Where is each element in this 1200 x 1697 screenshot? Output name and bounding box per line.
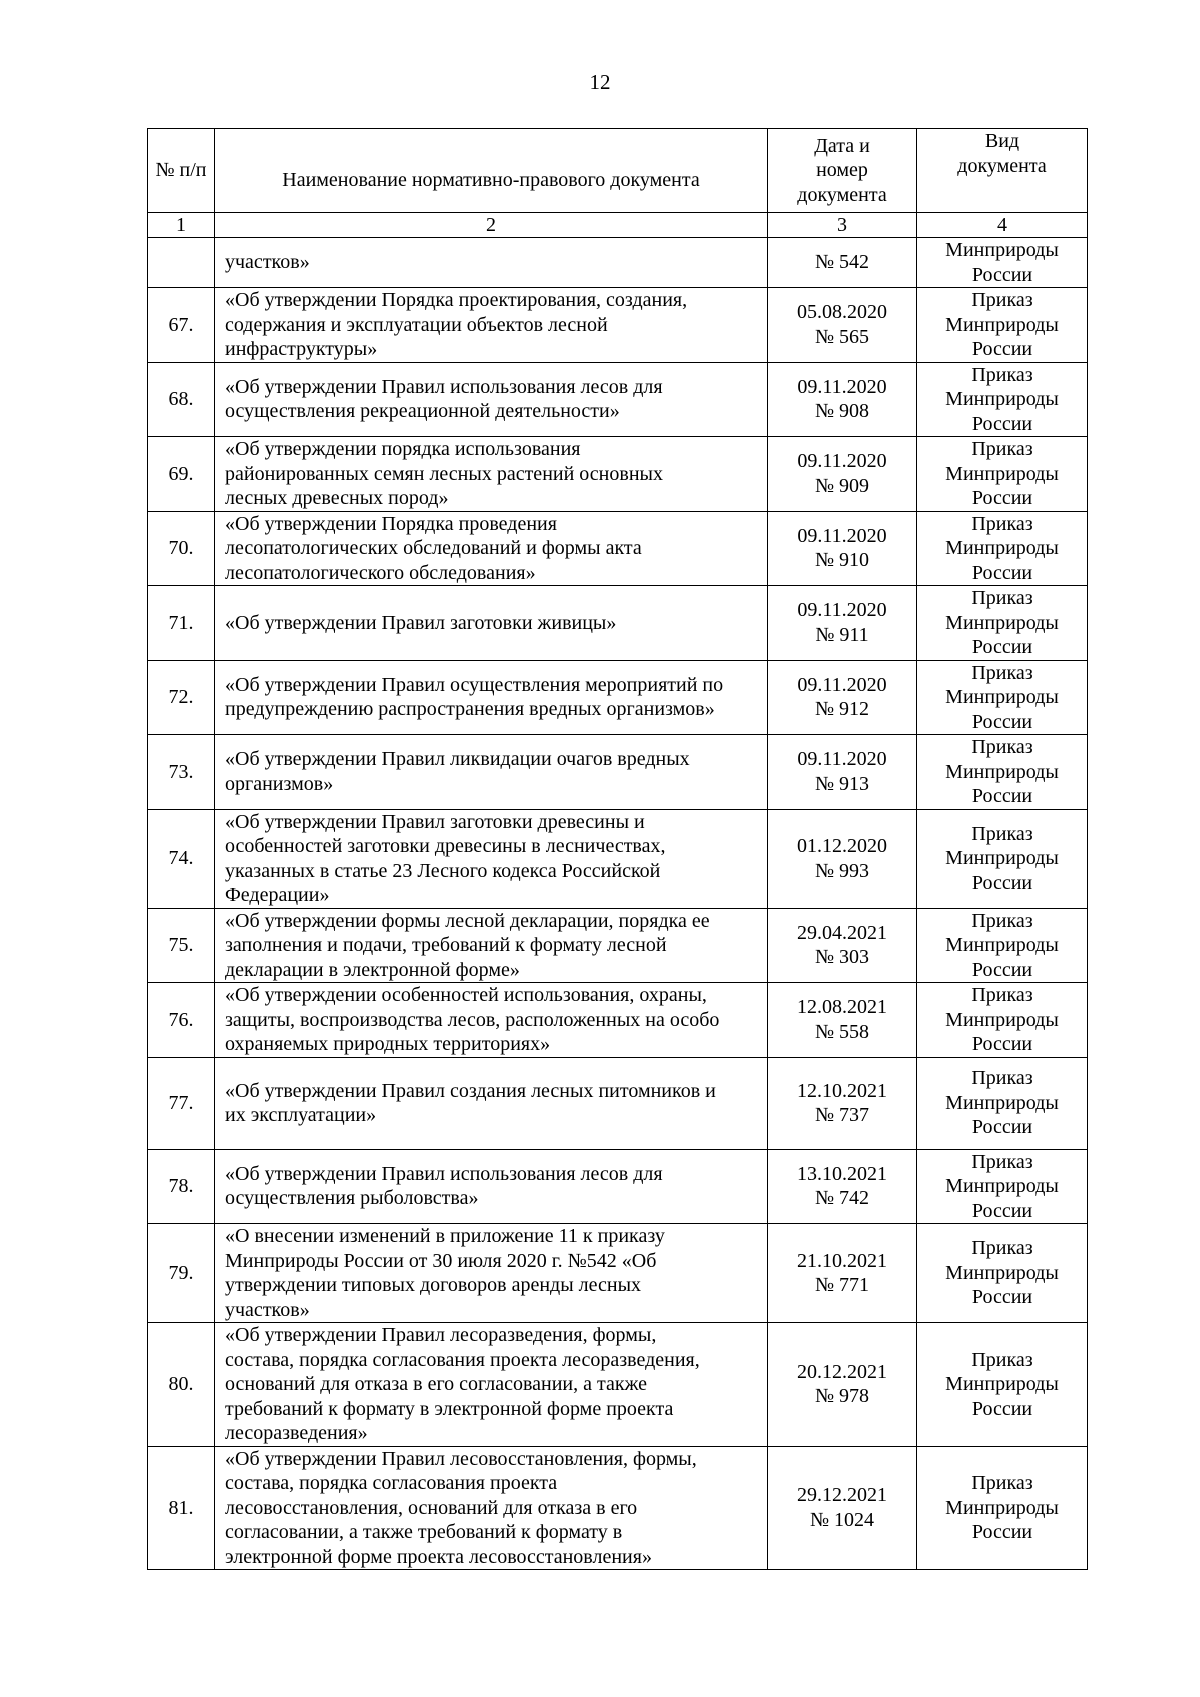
row-kind: [917, 362, 1088, 437]
row-name-line: состава, порядка согласования проекта лесоразведения,: [225, 1348, 700, 1371]
row-kind-line: России: [971, 1116, 1033, 1139]
row-date-line: № 771: [814, 1274, 870, 1296]
row-name-line: «Об утверждении Правил использования лесов для: [225, 375, 663, 398]
row-kind: [917, 1323, 1088, 1447]
row-name-line: их эксплуатации»: [225, 1104, 377, 1126]
row-name: [215, 437, 768, 512]
row-name-line: охраняемых природных территориях»: [225, 1033, 551, 1055]
row-date-line: № 558: [814, 1020, 870, 1043]
row-name-line: осуществления рыболовства»: [225, 1187, 479, 1210]
row-name-line: содержания и эксплуатации объектов лесной: [225, 313, 608, 336]
row-kind-line: Приказ: [971, 587, 1033, 609]
row-number: 79.: [148, 1224, 215, 1323]
table-row: [148, 586, 1088, 661]
row-date-line: № 542: [814, 251, 870, 274]
row-date-line: 09.11.2020: [797, 673, 887, 696]
row-kind-line: России: [971, 561, 1033, 584]
row-date-line: № 993: [814, 859, 870, 882]
row-name-line: лесоразведения»: [225, 1422, 368, 1444]
column-index-row: [148, 213, 1088, 238]
row-date-line: № 912: [814, 698, 870, 721]
row-name-line: согласовании, а также требований к формату в: [225, 1521, 623, 1543]
row-name-line: «Об утверждении Правил ликвидации очагов вредных: [225, 748, 690, 771]
row-number: 72.: [148, 660, 215, 735]
row-date-line: № 565: [814, 325, 870, 348]
row-date: [768, 238, 917, 288]
row-kind: [917, 1057, 1088, 1149]
row-kind-line: Приказ: [971, 736, 1033, 758]
row-number: 75.: [148, 908, 215, 983]
table-body: [148, 238, 1088, 1570]
row-kind-line: России: [971, 1286, 1033, 1309]
row-kind-line: Приказ: [971, 1472, 1033, 1494]
header-row: [148, 129, 1088, 213]
row-kind: [917, 983, 1088, 1058]
row-kind-line: Минприроды: [945, 313, 1059, 336]
row-name: [215, 983, 768, 1058]
row-number: 81.: [148, 1446, 215, 1570]
row-date: [768, 586, 917, 661]
row-name-line: лесопатологических обследований и формы акта: [225, 537, 642, 559]
row-name-line: заполнения и подачи, требований к формату лесной: [225, 934, 667, 956]
row-date-line: 09.11.2020: [797, 524, 887, 547]
page-number: 12: [589, 70, 611, 94]
row-name-line: «Об утверждении Правил заготовки живицы»: [225, 611, 617, 634]
row-date: [768, 1224, 917, 1323]
table-row: [148, 362, 1088, 437]
row-date-line: 09.11.2020: [797, 450, 887, 473]
row-kind-line: Минприроды: [945, 388, 1059, 410]
row-kind-line: Минприроды: [945, 1496, 1059, 1519]
row-number: 70.: [148, 511, 215, 586]
row-date-line: 05.08.2020: [797, 301, 887, 324]
row-kind-line: Минприроды: [945, 611, 1059, 634]
row-name-line: «Об утверждении Правил лесовосстановления, формы,: [225, 1447, 697, 1470]
row-kind-line: России: [971, 487, 1033, 509]
row-name-line: лесопатологического обследования»: [225, 561, 536, 584]
row-date-line: 20.12.2021: [797, 1360, 887, 1383]
column-index: 1: [148, 213, 215, 238]
row-kind-line: Минприроды: [945, 1175, 1059, 1197]
row-kind-line: Минприроды: [945, 537, 1059, 559]
row-date-line: № 742: [814, 1187, 870, 1210]
table-row: [148, 1149, 1088, 1224]
row-date: [768, 1446, 917, 1570]
row-date-line: № 911: [815, 623, 869, 646]
row-kind-line: Приказ: [971, 661, 1033, 684]
table-row: [148, 908, 1088, 983]
row-number: 67.: [148, 288, 215, 363]
row-date-line: № 978: [814, 1385, 870, 1408]
row-name-line: участков»: [225, 1298, 310, 1321]
row-name-line: «Об утверждении формы лесной декларации, порядка ее: [225, 909, 710, 932]
row-name: [215, 1446, 768, 1570]
row-kind-line: Приказ: [971, 438, 1033, 460]
row-name-line: Федерации»: [225, 884, 330, 906]
table-row: [148, 809, 1088, 908]
table-row: [148, 660, 1088, 735]
row-date-line: 09.11.2020: [797, 599, 887, 622]
row-kind-line: Минприроды: [945, 1091, 1059, 1114]
row-name: [215, 586, 768, 661]
row-number: 69.: [148, 437, 215, 512]
header-name: Наименование нормативно-правового документа: [215, 129, 768, 213]
row-name-line: инфраструктуры»: [225, 338, 378, 360]
row-kind-line: Приказ: [971, 984, 1033, 1006]
row-name-line: «Об утверждении Порядка проведения: [225, 512, 557, 535]
row-date-line: № 913: [814, 772, 870, 795]
row-kind-line: Приказ: [971, 1067, 1033, 1090]
row-name-line: «Об утверждении Правил осуществления мероприятий по: [225, 673, 724, 696]
row-name: [215, 1149, 768, 1224]
table-row: [148, 1446, 1088, 1570]
row-kind-line: Минприроды: [945, 1373, 1059, 1395]
row-name: [215, 735, 768, 810]
row-number: 71.: [148, 586, 215, 661]
row-date: [768, 1057, 917, 1149]
row-date: [768, 362, 917, 437]
row-kind-line: России: [971, 710, 1033, 733]
row-number: 73.: [148, 735, 215, 810]
row-name-line: оснований для отказа в его согласовании, а также: [225, 1373, 648, 1395]
row-date-line: № 909: [814, 474, 870, 497]
column-index: 2: [215, 213, 768, 238]
row-kind-line: России: [971, 1199, 1033, 1222]
row-kind: [917, 660, 1088, 735]
row-date-line: № 1024: [809, 1508, 875, 1531]
row-name-line: организмов»: [225, 772, 334, 795]
row-kind: [917, 809, 1088, 908]
row-kind: [917, 1149, 1088, 1224]
row-name-line: состава, порядка согласования проекта: [225, 1472, 558, 1494]
row-name-line: лесных древесных пород»: [225, 487, 449, 509]
row-kind: [917, 908, 1088, 983]
row-kind: [917, 288, 1088, 363]
column-index: 3: [768, 213, 917, 238]
row-date: [768, 660, 917, 735]
header-number: № п/п: [148, 129, 215, 213]
row-kind: [917, 1224, 1088, 1323]
row-date-line: 01.12.2020: [797, 835, 887, 857]
row-name-line: участков»: [225, 251, 310, 274]
row-kind: [917, 511, 1088, 586]
row-name-line: «Об утверждении Правил заготовки древесины и: [225, 810, 645, 833]
table-row: [148, 983, 1088, 1058]
row-name-line: особенностей заготовки древесины в лесничествах,: [225, 835, 666, 857]
row-kind-line: Приказ: [971, 1348, 1033, 1371]
row-kind: [917, 238, 1088, 288]
row-number: 77.: [148, 1057, 215, 1149]
row-name: [215, 809, 768, 908]
table-row: [148, 437, 1088, 512]
row-name-line: утверждении типовых договоров аренды лесных: [225, 1274, 642, 1296]
header-kind-line: Вид: [984, 130, 1020, 152]
table-row: [148, 511, 1088, 586]
row-kind-line: России: [971, 785, 1033, 807]
row-date-line: 12.10.2021: [797, 1079, 887, 1102]
row-name-line: осуществления рекреационной деятельности»: [225, 400, 620, 423]
row-date: [768, 983, 917, 1058]
row-kind-line: России: [971, 636, 1033, 658]
table-row: [148, 1224, 1088, 1323]
header-kind: [917, 129, 1088, 213]
row-kind: [917, 1446, 1088, 1570]
row-name-line: требований к формату в электронной форме проекта: [225, 1397, 674, 1420]
row-kind-line: Приказ: [971, 363, 1033, 386]
row-kind-line: России: [971, 1397, 1033, 1420]
row-kind-line: России: [971, 871, 1033, 894]
row-kind-line: Приказ: [971, 289, 1033, 311]
row-name-line: районированных семян лесных растений основных: [225, 462, 663, 485]
header-date-line: номер: [816, 159, 868, 182]
row-kind-line: России: [971, 1521, 1033, 1543]
row-date-line: 29.12.2021: [797, 1484, 887, 1507]
row-kind: [917, 586, 1088, 661]
row-name: [215, 362, 768, 437]
row-date-line: № 303: [814, 946, 870, 969]
row-name: [215, 288, 768, 363]
row-kind-line: Минприроды: [945, 934, 1059, 956]
row-number: 68.: [148, 362, 215, 437]
row-date: [768, 288, 917, 363]
row-name-line: «Об утверждении Порядка проектирования, создания,: [225, 289, 688, 311]
row-kind-line: Минприроды: [945, 1008, 1059, 1031]
row-kind-line: России: [971, 263, 1033, 286]
row-kind-line: Минприроды: [945, 760, 1059, 783]
row-number: 74.: [148, 809, 215, 908]
header-kind-line: документа: [957, 154, 1047, 177]
row-kind-line: Минприроды: [945, 686, 1059, 708]
table-row: [148, 1323, 1088, 1447]
documents-table: [147, 128, 1088, 1570]
row-date-line: № 737: [814, 1104, 870, 1126]
row-name: [215, 1224, 768, 1323]
row-kind-line: Минприроды: [945, 847, 1059, 870]
row-kind-line: Приказ: [971, 1237, 1033, 1260]
header-date-line: документа: [797, 183, 887, 206]
row-name-line: предупреждению распространения вредных организмов»: [225, 698, 715, 721]
row-kind-line: Приказ: [971, 822, 1033, 845]
row-kind-line: России: [971, 412, 1033, 435]
row-name-line: электронной форме проекта лесовосстановления»: [225, 1545, 652, 1568]
row-number: 78.: [148, 1149, 215, 1224]
row-kind-line: Приказ: [971, 909, 1033, 932]
row-name: [215, 511, 768, 586]
row-name-line: «Об утверждении порядка использования: [225, 438, 581, 460]
row-date: [768, 1323, 917, 1447]
row-date-line: 13.10.2021: [797, 1162, 887, 1185]
continuation-row: [148, 238, 1088, 288]
row-name-line: указанных в статье 23 Лесного кодекса Российской: [225, 859, 661, 882]
row-date-line: 09.11.2020: [797, 375, 887, 398]
row-kind-line: Минприроды: [945, 239, 1059, 261]
row-name-line: защиты, воспроизводства лесов, расположенных на особо: [225, 1008, 720, 1031]
row-name: [215, 238, 768, 288]
row-kind-line: Приказ: [971, 512, 1033, 535]
row-date: [768, 437, 917, 512]
row-kind-line: Минприроды: [945, 1261, 1059, 1284]
header-date-line: Дата и: [814, 134, 870, 157]
row-kind-line: России: [971, 958, 1033, 981]
row-name-line: лесовосстановления, оснований для отказа в его: [225, 1496, 638, 1519]
row-number: 76.: [148, 983, 215, 1058]
row-name-line: «Об утверждении Правил лесоразведения, формы,: [225, 1324, 657, 1346]
row-date: [768, 908, 917, 983]
row-kind: [917, 735, 1088, 810]
row-date: [768, 809, 917, 908]
row-kind-line: России: [971, 1033, 1033, 1055]
row-kind-line: России: [971, 338, 1033, 360]
header-date: [768, 129, 917, 213]
row-name: [215, 1057, 768, 1149]
row-date-line: № 908: [814, 400, 870, 423]
row-kind-line: Минприроды: [945, 462, 1059, 485]
row-date-line: 21.10.2021: [797, 1249, 887, 1272]
row-kind: [917, 437, 1088, 512]
table-row: [148, 735, 1088, 810]
row-date-line: 12.08.2021: [797, 996, 887, 1019]
table-row: [148, 288, 1088, 363]
row-date-line: 29.04.2021: [797, 921, 887, 944]
row-date: [768, 1149, 917, 1224]
row-date-line: № 910: [814, 549, 870, 572]
row-name-line: «Об утверждении особенностей использования, охраны,: [225, 984, 707, 1006]
row-name-line: декларации в электронной форме»: [225, 958, 520, 981]
row-name-line: «О внесении изменений в приложение 11 к приказу: [225, 1225, 665, 1247]
table-row: [148, 1057, 1088, 1149]
row-name: [215, 908, 768, 983]
row-name: [215, 660, 768, 735]
row-name-line: Минприроды России от 30 июля 2020 г. №542 «Об: [225, 1249, 657, 1272]
row-kind-line: Приказ: [971, 1150, 1033, 1173]
row-number: [148, 238, 215, 288]
row-date: [768, 735, 917, 810]
row-name-line: «Об утверждении Правил создания лесных питомников и: [225, 1079, 716, 1102]
row-name-line: «Об утверждении Правил использования лесов для: [225, 1162, 663, 1185]
row-date-line: 09.11.2020: [797, 748, 887, 771]
row-number: 80.: [148, 1323, 215, 1447]
row-name: [215, 1323, 768, 1447]
column-index: 4: [917, 213, 1088, 238]
row-date: [768, 511, 917, 586]
